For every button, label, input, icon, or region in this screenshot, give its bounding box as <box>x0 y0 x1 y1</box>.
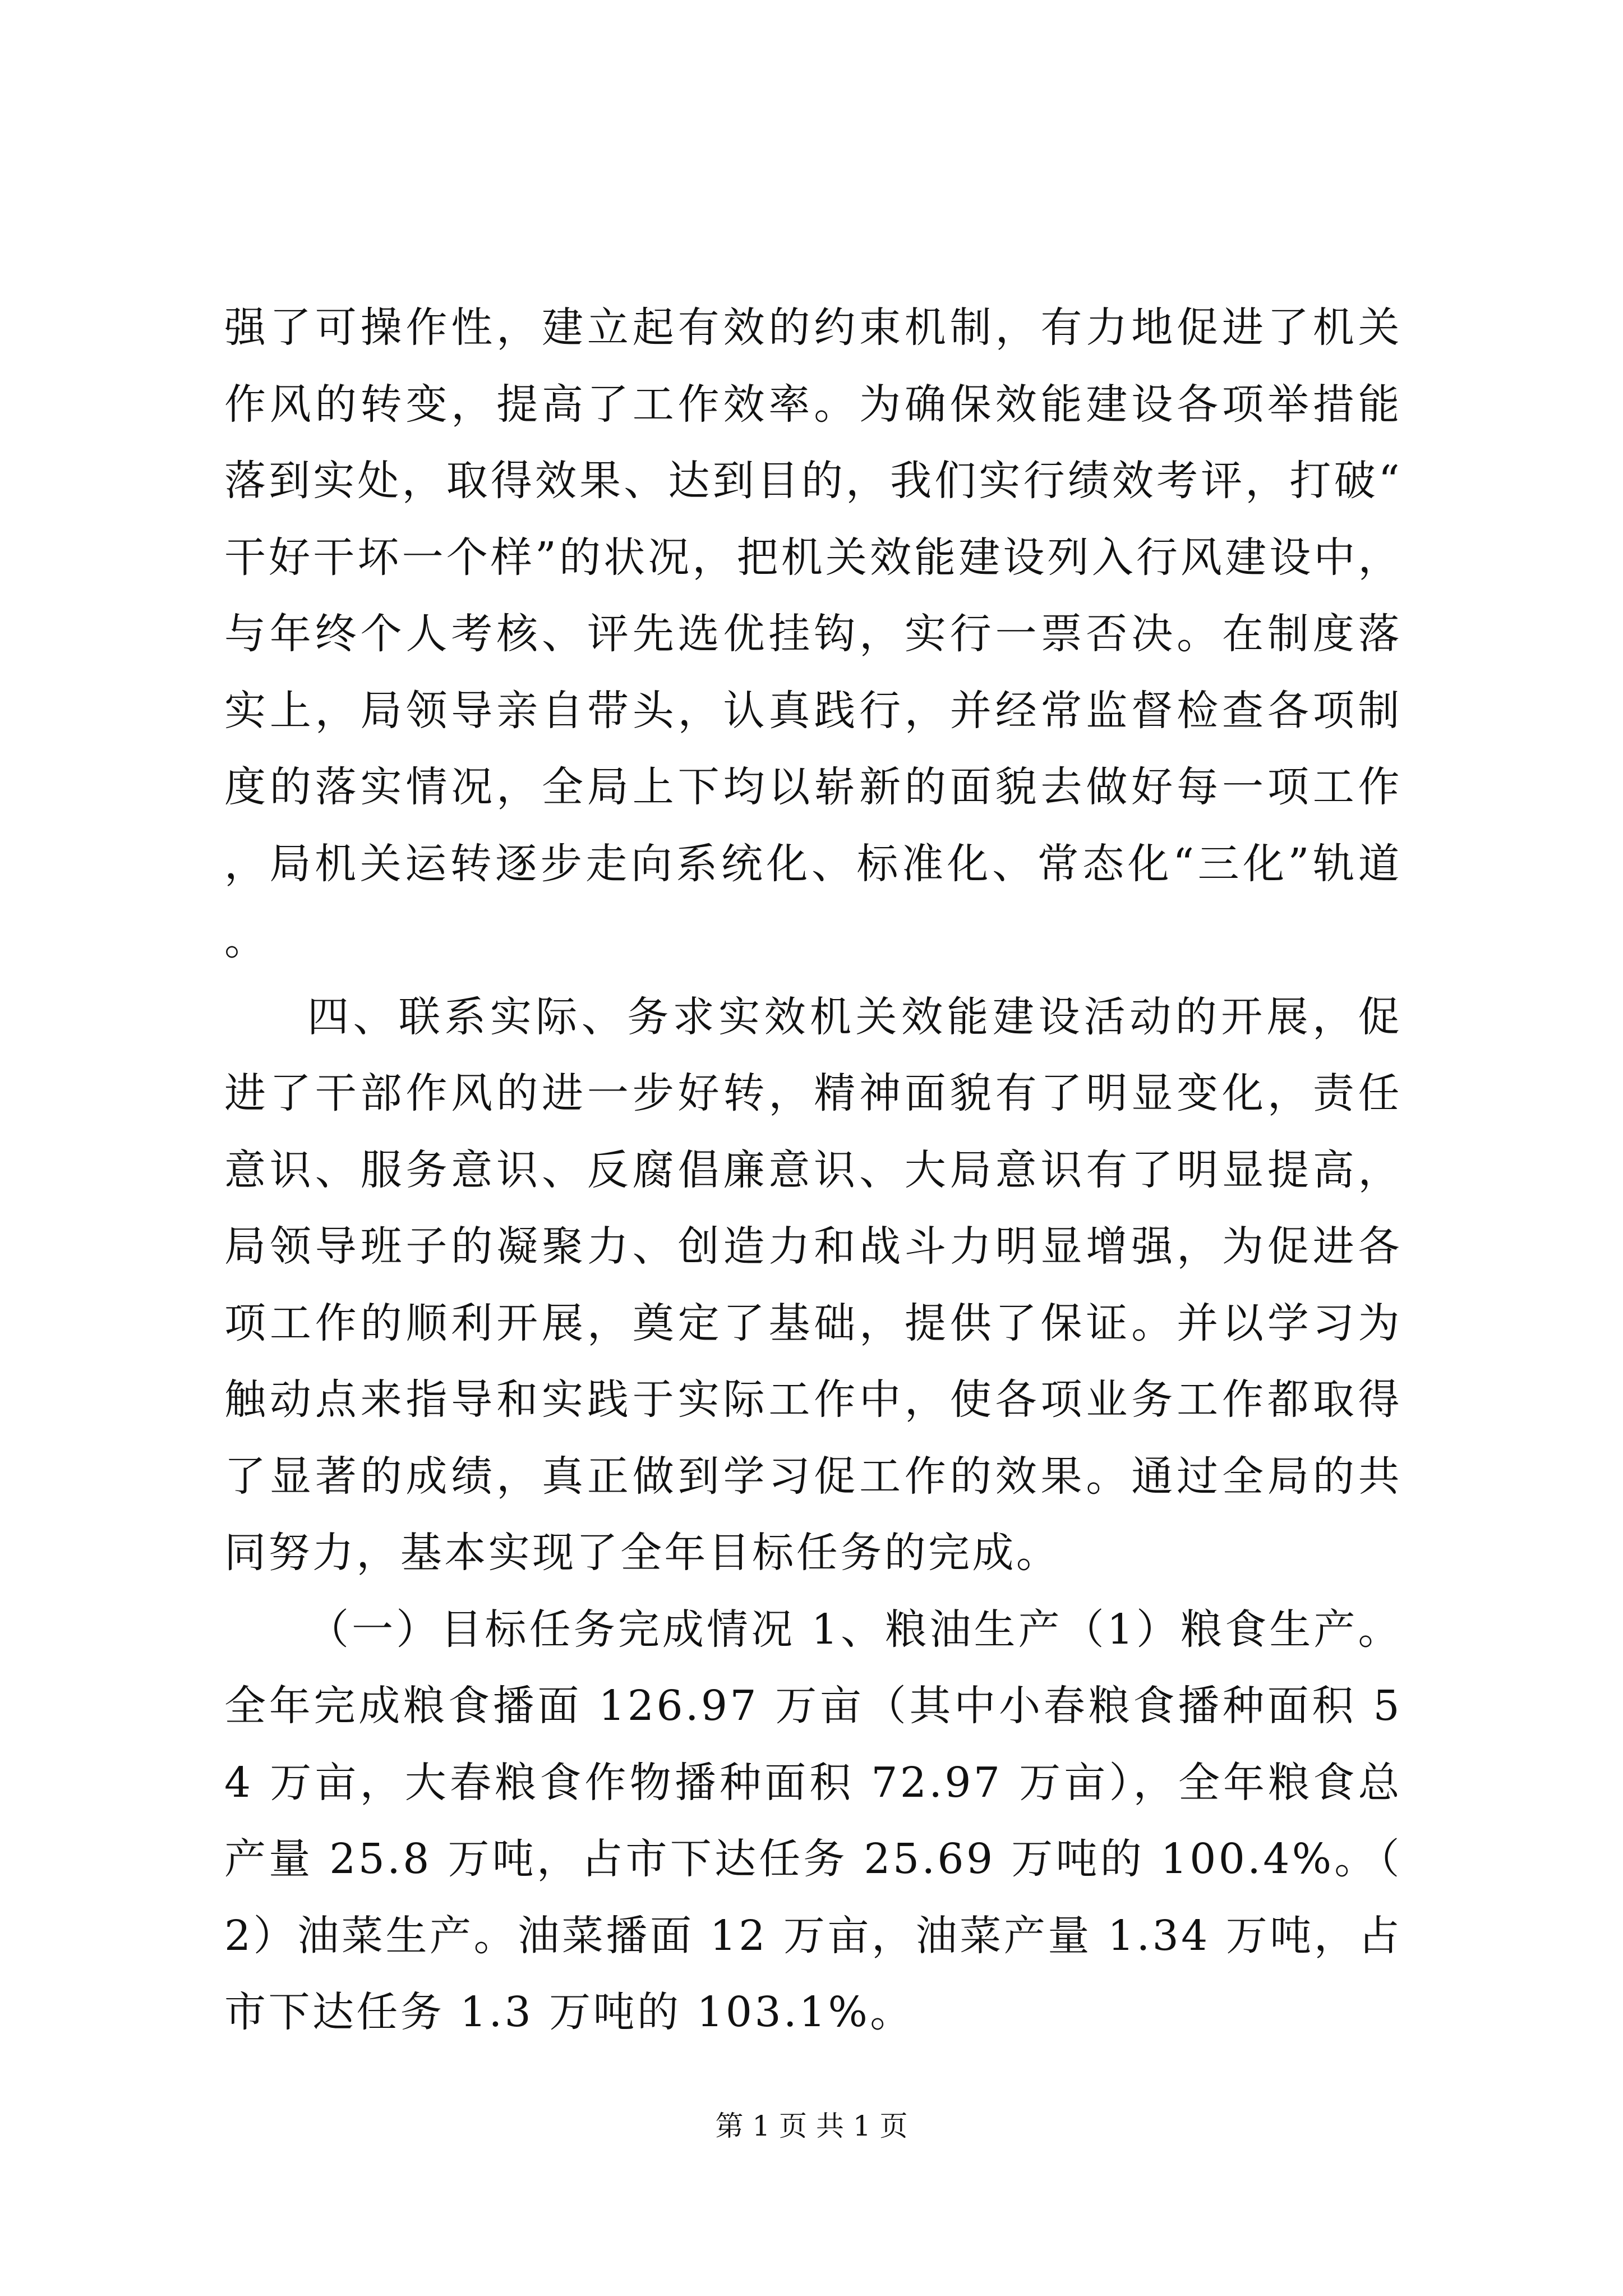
page-footer: 第 1 页 共 1 页 <box>715 2110 908 2142</box>
paragraph-section-four: 四、联系实际、务求实效机关效能建设活动的开展，促进了干部作风的进一步好转，精神面貌有了明显变化，责任意识、服务意识、反腐倡廉意识、大局意识有了明显提高，局领导班子的凝聚力、创造力和战斗力明显增强，为促进各项工作的顺利开展，奠定了基础，提供了保证。并以学习为触动点来指导和实践于实际工作中，使各项业务工作都取得了显著的成绩，真正做到学习促工作的效果。通过全局的共同努力，基本实现了全年目标任务的完成。 <box>224 992 1402 1577</box>
paragraph-efficiency-measures: 强了可操作性，建立起有效的约束机制，有力地促进了机关作风的转变，提高了工作效率。为确保效能建设各项举措能落到实处，取得效果、达到目的，我们实行绩效考评，打破“干好干坏一个样”的状况，把机关效能建设列入行风建设中，与年终个人考核、评先选优挂钩，实行一票否决。在制度落实上，局领导亲自带头，认真践行，并经常监督检查各项制度的落实情况，全局上下均以崭新的面貌去做好每一项工作，局机关运转逐步走向系统化、标准化、常态化“三化”轨道。 <box>224 303 1402 964</box>
paragraph-target-tasks: （一）目标任务完成情况 1、粮油生产（1）粮食生产。全年完成粮食播面 126.97 万亩（其中小春粮食播种面积 54 万亩，大春粮食作物播种面积 72.97 万亩），全年粮食总产量 25.8 万吨，占市下达任务 25.69 万吨的 100.4%。（2）油菜生产。油菜播面 12 万亩，油菜产量 1.34 万吨，占市下达任务 1.3 万吨的 103.1%。 <box>224 1605 1402 2036</box>
document-body <box>224 289 1402 2051</box>
